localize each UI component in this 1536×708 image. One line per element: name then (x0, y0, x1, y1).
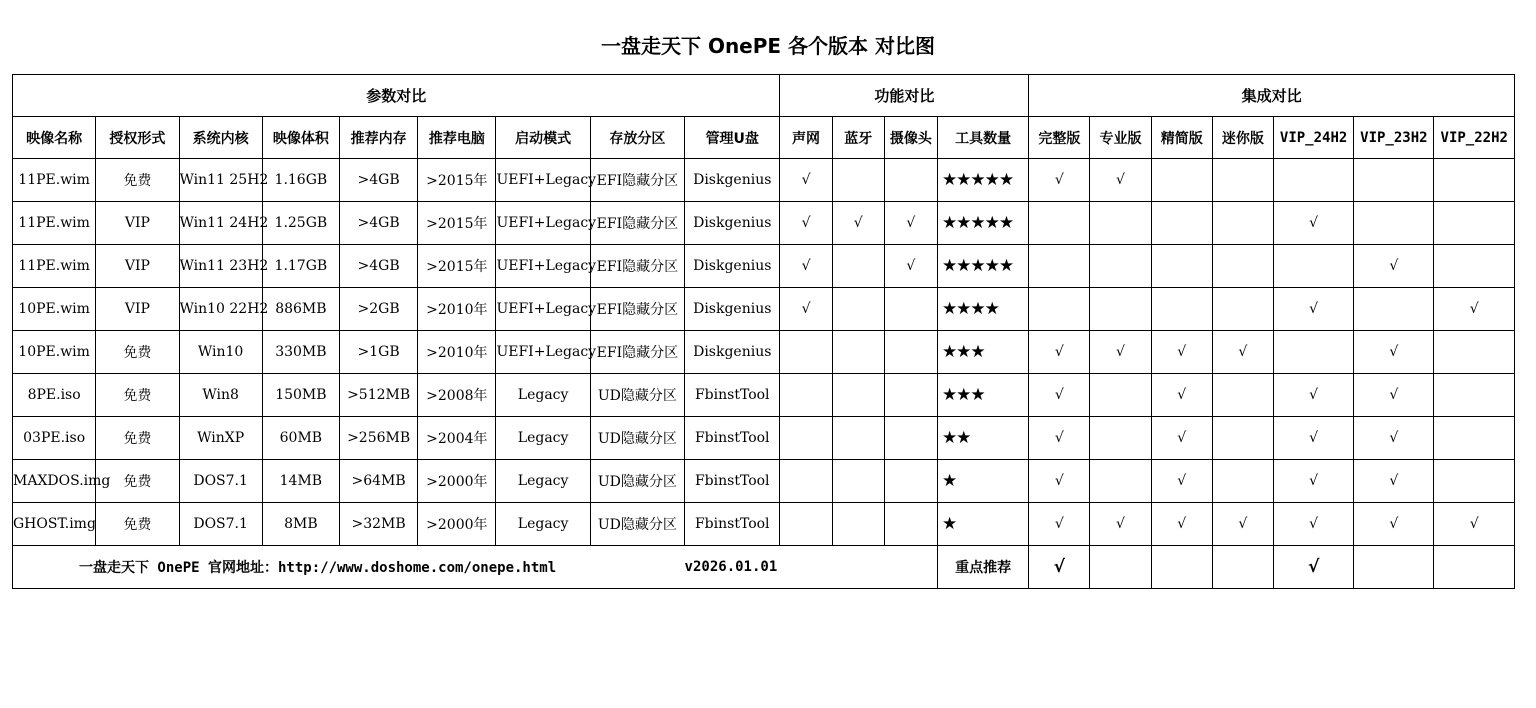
cell-pro-edition: √ (1090, 159, 1151, 202)
cell-tool-count: ★★★ (937, 331, 1028, 374)
cell-boot-mode: UEFI+Legacy (496, 331, 590, 374)
cell-vip-22h2: √ (1434, 503, 1515, 546)
cell-sound-network: √ (780, 245, 832, 288)
cell-mini-edition (1212, 374, 1273, 417)
cell-vip-24h2: √ (1273, 460, 1353, 503)
cell-mini-edition (1212, 417, 1273, 460)
cell-storage-partition: UD隐藏分区 (590, 503, 684, 546)
cell-mini-edition (1212, 460, 1273, 503)
cell-recommended-pc: >2000年 (418, 503, 496, 546)
table-row (13, 245, 1515, 288)
cell-camera (884, 460, 937, 503)
cell-pro-edition: √ (1090, 503, 1151, 546)
cell-storage-partition: EFI隐藏分区 (590, 202, 684, 245)
cell-boot-mode: Legacy (496, 460, 590, 503)
header-vip-23h2: VIP_23H2 (1354, 117, 1434, 159)
cell-vip-22h2 (1434, 460, 1515, 503)
cell-camera (884, 331, 937, 374)
cell-bluetooth (832, 331, 884, 374)
cell-recommended-ram: >1GB (339, 331, 417, 374)
cell-vip-24h2: √ (1273, 417, 1353, 460)
cell-image-size: 8MB (262, 503, 339, 546)
cell-storage-partition: EFI隐藏分区 (590, 288, 684, 331)
cell-image-size: 886MB (262, 288, 339, 331)
header-camera: 摄像头 (884, 117, 937, 159)
cell-recommended-pc: >2015年 (418, 159, 496, 202)
cell-vip-22h2 (1434, 417, 1515, 460)
cell-lite-edition (1151, 202, 1212, 245)
header-license: 授权形式 (96, 117, 179, 159)
cell-tool-count: ★★★★★ (937, 245, 1028, 288)
header-kernel: 系统内核 (179, 117, 262, 159)
cell-usb-manager: Diskgenius (685, 331, 780, 374)
header-boot-mode: 启动模式 (496, 117, 590, 159)
header-vip-24h2: VIP_24H2 (1273, 117, 1353, 159)
cell-sound-network: √ (780, 288, 832, 331)
cell-kernel: WinXP (179, 417, 262, 460)
cell-boot-mode: Legacy (496, 374, 590, 417)
cell-storage-partition: EFI隐藏分区 (590, 159, 684, 202)
cell-boot-mode: UEFI+Legacy (496, 202, 590, 245)
cell-image-size: 150MB (262, 374, 339, 417)
cell-license: VIP (96, 245, 179, 288)
cell-pro-edition (1090, 202, 1151, 245)
cell-sound-network (780, 417, 832, 460)
cell-bluetooth (832, 245, 884, 288)
cell-vip-23h2 (1354, 202, 1434, 245)
cell-recommended-pc: >2004年 (418, 417, 496, 460)
cell-full-edition (1029, 288, 1090, 331)
website-address: 一盘走天下 OnePE 官网地址：http://www.doshome.com/onepe.html (13, 546, 685, 589)
cell-lite-edition: √ (1151, 503, 1212, 546)
header-image-size: 映像体积 (262, 117, 339, 159)
header-full-edition: 完整版 (1029, 117, 1090, 159)
cell-license: 免费 (96, 331, 179, 374)
header-storage-partition: 存放分区 (590, 117, 684, 159)
cell-vip-24h2: √ (1273, 503, 1353, 546)
cell-recommended-pc: >2015年 (418, 202, 496, 245)
cell-image-name: 10PE.wim (13, 288, 96, 331)
cell-lite-edition (1151, 159, 1212, 202)
header-mini-edition: 迷你版 (1212, 117, 1273, 159)
cell-recommended-pc: >2010年 (418, 331, 496, 374)
cell-image-size: 14MB (262, 460, 339, 503)
cell-vip-24h2 (1273, 245, 1353, 288)
cell-vip-23h2: √ (1354, 331, 1434, 374)
cell-full-edition (1029, 202, 1090, 245)
cell-bluetooth (832, 460, 884, 503)
cell-recommended-ram: >4GB (339, 159, 417, 202)
cell-image-size: 1.25GB (262, 202, 339, 245)
cell-image-name: 11PE.wim (13, 159, 96, 202)
table-row (13, 159, 1515, 202)
cell-full-edition: √ (1029, 417, 1090, 460)
header-pro-edition: 专业版 (1090, 117, 1151, 159)
cell-lite-edition: √ (1151, 417, 1212, 460)
table-row (13, 460, 1515, 503)
comparison-table (12, 74, 1515, 589)
cell-full-edition (1029, 245, 1090, 288)
cell-tool-count: ★ (937, 460, 1028, 503)
cell-recommended-pc: >2008年 (418, 374, 496, 417)
cell-pro-edition (1090, 374, 1151, 417)
cell-sound-network (780, 503, 832, 546)
cell-full-edition: √ (1029, 331, 1090, 374)
cell-camera: √ (884, 245, 937, 288)
cell-usb-manager: Diskgenius (685, 245, 780, 288)
cell-recommended-ram: >32MB (339, 503, 417, 546)
cell-full-edition: √ (1029, 460, 1090, 503)
cell-license: VIP (96, 288, 179, 331)
header-bluetooth: 蓝牙 (832, 117, 884, 159)
cell-bluetooth (832, 288, 884, 331)
cell-lite-edition: √ (1151, 460, 1212, 503)
cell-license: 免费 (96, 374, 179, 417)
cell-sound-network: √ (780, 159, 832, 202)
cell-mini-edition (1212, 245, 1273, 288)
cell-license: 免费 (96, 503, 179, 546)
header-usb-manager: 管理U盘 (685, 117, 780, 159)
cell-usb-manager: FbinstTool (685, 417, 780, 460)
cell-boot-mode: UEFI+Legacy (496, 288, 590, 331)
cell-camera (884, 503, 937, 546)
cell-license: VIP (96, 202, 179, 245)
cell-bluetooth (832, 503, 884, 546)
cell-mini-edition (1212, 288, 1273, 331)
version-label: v2026.01.01 (685, 546, 938, 589)
cell-vip-23h2: √ (1354, 417, 1434, 460)
cell-sound-network: √ (780, 202, 832, 245)
cell-pro-edition (1090, 417, 1151, 460)
cell-vip-22h2 (1434, 159, 1515, 202)
group-features: 功能对比 (780, 75, 1029, 117)
cell-image-size: 60MB (262, 417, 339, 460)
cell-recommended-pc: >2015年 (418, 245, 496, 288)
cell-pro-edition (1090, 460, 1151, 503)
cell-recommended-ram: >4GB (339, 202, 417, 245)
cell-camera (884, 374, 937, 417)
cell-mini-edition (1212, 202, 1273, 245)
cell-image-name: MAXDOS.img (13, 460, 96, 503)
cell-sound-network (780, 374, 832, 417)
recommend-mark (1090, 546, 1151, 589)
footer-row (13, 546, 1515, 589)
recommend-mark (1354, 546, 1434, 589)
header-recommended-ram: 推荐内存 (339, 117, 417, 159)
cell-usb-manager: Diskgenius (685, 202, 780, 245)
cell-full-edition: √ (1029, 503, 1090, 546)
cell-vip-22h2 (1434, 331, 1515, 374)
cell-vip-22h2 (1434, 245, 1515, 288)
recommend-label: 重点推荐 (937, 546, 1028, 589)
cell-kernel: DOS7.1 (179, 460, 262, 503)
cell-kernel: Win10 22H2 (179, 288, 262, 331)
cell-image-name: GHOST.img (13, 503, 96, 546)
cell-boot-mode: UEFI+Legacy (496, 245, 590, 288)
header-recommended-pc: 推荐电脑 (418, 117, 496, 159)
cell-usb-manager: Diskgenius (685, 288, 780, 331)
cell-vip-23h2 (1354, 288, 1434, 331)
header-tool-count: 工具数量 (937, 117, 1028, 159)
header-image-name: 映像名称 (13, 117, 96, 159)
cell-boot-mode: UEFI+Legacy (496, 159, 590, 202)
cell-usb-manager: Diskgenius (685, 159, 780, 202)
cell-camera (884, 159, 937, 202)
cell-image-size: 1.16GB (262, 159, 339, 202)
group-integration: 集成对比 (1029, 75, 1515, 117)
cell-license: 免费 (96, 460, 179, 503)
cell-image-name: 11PE.wim (13, 245, 96, 288)
cell-lite-edition: √ (1151, 331, 1212, 374)
recommend-mark (1212, 546, 1273, 589)
cell-vip-24h2: √ (1273, 288, 1353, 331)
cell-kernel: Win11 24H2 (179, 202, 262, 245)
cell-license: 免费 (96, 417, 179, 460)
cell-camera: √ (884, 202, 937, 245)
cell-vip-23h2: √ (1354, 374, 1434, 417)
page-title: 一盘走天下 OnePE 各个版本 对比图 (600, 34, 935, 58)
cell-kernel: DOS7.1 (179, 503, 262, 546)
cell-image-size: 330MB (262, 331, 339, 374)
cell-pro-edition (1090, 288, 1151, 331)
cell-vip-23h2: √ (1354, 503, 1434, 546)
cell-tool-count: ★★★★ (937, 288, 1028, 331)
cell-boot-mode: Legacy (496, 503, 590, 546)
recommend-mark (1151, 546, 1212, 589)
cell-usb-manager: FbinstTool (685, 460, 780, 503)
cell-image-name: 8PE.iso (13, 374, 96, 417)
table-row (13, 503, 1515, 546)
cell-image-name: 10PE.wim (13, 331, 96, 374)
cell-vip-23h2: √ (1354, 460, 1434, 503)
cell-vip-22h2: √ (1434, 288, 1515, 331)
header-lite-edition: 精简版 (1151, 117, 1212, 159)
recommend-mark: √ (1029, 546, 1090, 589)
cell-usb-manager: FbinstTool (685, 374, 780, 417)
cell-tool-count: ★★ (937, 417, 1028, 460)
cell-sound-network (780, 331, 832, 374)
cell-storage-partition: UD隐藏分区 (590, 417, 684, 460)
cell-boot-mode: Legacy (496, 417, 590, 460)
cell-vip-22h2 (1434, 374, 1515, 417)
cell-image-size: 1.17GB (262, 245, 339, 288)
table-row (13, 331, 1515, 374)
cell-lite-edition (1151, 245, 1212, 288)
cell-recommended-ram: >4GB (339, 245, 417, 288)
cell-tool-count: ★★★ (937, 374, 1028, 417)
cell-kernel: Win10 (179, 331, 262, 374)
cell-storage-partition: EFI隐藏分区 (590, 331, 684, 374)
cell-camera (884, 417, 937, 460)
cell-vip-23h2: √ (1354, 245, 1434, 288)
cell-vip-22h2 (1434, 202, 1515, 245)
cell-storage-partition: EFI隐藏分区 (590, 245, 684, 288)
cell-vip-24h2: √ (1273, 374, 1353, 417)
cell-mini-edition: √ (1212, 503, 1273, 546)
cell-recommended-ram: >256MB (339, 417, 417, 460)
cell-pro-edition (1090, 245, 1151, 288)
cell-camera (884, 288, 937, 331)
table-row (13, 417, 1515, 460)
header-sound-network: 声网 (780, 117, 832, 159)
cell-full-edition: √ (1029, 159, 1090, 202)
header-vip-22h2: VIP_22H2 (1434, 117, 1515, 159)
cell-kernel: Win8 (179, 374, 262, 417)
table-row (13, 202, 1515, 245)
group-params: 参数对比 (13, 75, 780, 117)
cell-pro-edition: √ (1090, 331, 1151, 374)
recommend-mark: √ (1273, 546, 1353, 589)
cell-sound-network (780, 460, 832, 503)
cell-recommended-ram: >64MB (339, 460, 417, 503)
cell-mini-edition (1212, 159, 1273, 202)
table-row (13, 288, 1515, 331)
cell-lite-edition: √ (1151, 374, 1212, 417)
cell-tool-count: ★★★★★ (937, 159, 1028, 202)
cell-vip-24h2: √ (1273, 202, 1353, 245)
cell-bluetooth: √ (832, 202, 884, 245)
cell-tool-count: ★★★★★ (937, 202, 1028, 245)
table-row (13, 374, 1515, 417)
cell-kernel: Win11 25H2 (179, 159, 262, 202)
cell-storage-partition: UD隐藏分区 (590, 460, 684, 503)
cell-vip-24h2 (1273, 331, 1353, 374)
cell-recommended-ram: >2GB (339, 288, 417, 331)
cell-recommended-pc: >2010年 (418, 288, 496, 331)
recommend-mark (1434, 546, 1515, 589)
cell-image-name: 11PE.wim (13, 202, 96, 245)
group-header-row (13, 75, 1515, 117)
cell-vip-23h2 (1354, 159, 1434, 202)
cell-recommended-pc: >2000年 (418, 460, 496, 503)
column-header-row (13, 117, 1515, 159)
cell-bluetooth (832, 374, 884, 417)
cell-lite-edition (1151, 288, 1212, 331)
cell-mini-edition: √ (1212, 331, 1273, 374)
cell-bluetooth (832, 159, 884, 202)
cell-usb-manager: FbinstTool (685, 503, 780, 546)
cell-storage-partition: UD隐藏分区 (590, 374, 684, 417)
cell-image-name: 03PE.iso (13, 417, 96, 460)
cell-tool-count: ★ (937, 503, 1028, 546)
cell-vip-24h2 (1273, 159, 1353, 202)
cell-kernel: Win11 23H2 (179, 245, 262, 288)
cell-license: 免费 (96, 159, 179, 202)
cell-recommended-ram: >512MB (339, 374, 417, 417)
cell-bluetooth (832, 417, 884, 460)
cell-full-edition: √ (1029, 374, 1090, 417)
